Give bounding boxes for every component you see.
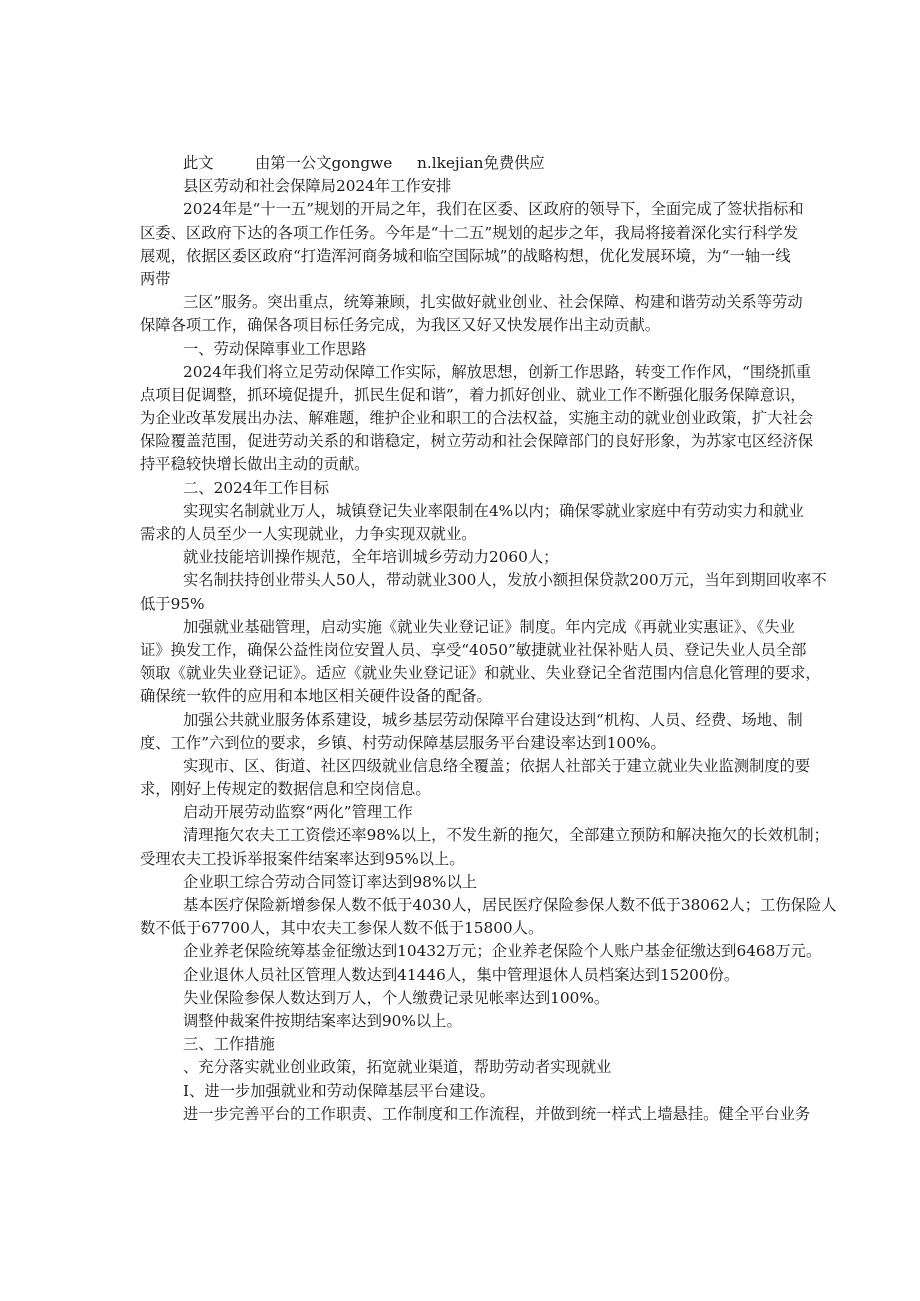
paragraph-line: 失业保险参保人数达到万人，个人缴费记录见帐率达到100%。 xyxy=(183,988,610,1007)
paragraph-line: 2024年是“十一五”规划的开局之年，我们在区委、区政府的领导下，全面完成了签状指标和 xyxy=(183,200,804,219)
paragraph-line: 进一步完善平台的工作职责、工作制度和工作流程，并做到统一样式上墙悬挂。健全平台业务 xyxy=(183,1104,811,1123)
paragraph-line: 持平稳较快增长做出主动的贡献。 xyxy=(140,455,370,474)
paragraph-line: 基本医疗保险新增参保人数不低于4030人，居民医疗保险参保人数不低于38062人；工伤保险人 xyxy=(183,896,837,914)
paragraph-line: 实现市、区、街道、社区四级就业信息络全覆盖；依据人社部关于建立就业失业监测制度的要 xyxy=(183,756,811,775)
source-notice-part1: 此文 xyxy=(183,154,214,172)
paragraph-line: 2024年我们将立足劳动保障工作实际，解放思想，创新工作思路，转变工作作风，“围绕抓重 xyxy=(183,362,812,381)
paragraph-line: 清理拖欠农夫工工资偿还率98%以上，不发生新的拖欠，全部建立预防和解决拖欠的长效机制； xyxy=(183,826,829,845)
paragraph-line: 点项目促调整，抓环境促提升，抓民生促和谐”，着力抓好创业、就业工作不断强化服务保障意识， xyxy=(140,385,806,404)
source-notice-part2: 由第一公文gongwe xyxy=(255,154,393,172)
paragraph-line: 三区”服务。突出重点，统筹兼顾，扎实做好就业创业、社会保障、构建和谐劳动关系等劳动 xyxy=(183,293,803,312)
paragraph-line: 企业养老保险统筹基金征缴达到10432万元；企业养老保险个人账户基金征缴达到6468万元。 xyxy=(183,942,822,961)
paragraph-line: 启动开展劳动监察“两化”管理工作 xyxy=(183,803,413,822)
paragraph-line: 加强就业基础管理，启动实施《就业失业登记证》制度。年内完成《再就业实惠证》、《失业 xyxy=(183,617,795,636)
paragraph-line: 度、工作”六到位的要求，乡镇、村劳动保障基层服务平台建设率达到100%。 xyxy=(140,733,666,752)
paragraph-line: 领取《就业失业登记证》。适应《就业失业登记证》和就业、失业登记全省范围内信息化管理的要求， xyxy=(140,664,821,683)
paragraph-line: 保障各项工作，确保各项目标任务完成，为我区又好又快发展作出主动贡献。 xyxy=(140,316,661,335)
paragraph-line: 实名制扶持创业带头人50人，带动就业300人，发放小额担保贷款200万元，当年到期回收率不 xyxy=(183,571,827,590)
paragraph-line: I、进一步加强就业和劳动保障基层平台建设。 xyxy=(183,1081,495,1100)
paragraph-line: 为企业改革发展出办法、解难题，维护企业和职工的合法权益，实施主动的就业创业政策，扩大社会 xyxy=(140,409,814,428)
paragraph-line: 数不低于67700人，其中农夫工参保人数不低于15800人。 xyxy=(140,919,544,938)
paragraph-line: 调整仲裁案件按期结案率达到90%以上。 xyxy=(183,1011,462,1030)
paragraph-line: 求，刚好上传规定的数据信息和空岗信息。 xyxy=(140,780,431,799)
paragraph-line: 区委、区政府下达的各项工作任务。今年是“十二五”规划的起步之年，我局将接着深化实行科学发 xyxy=(140,223,799,242)
paragraph-line: 加强公共就业服务体系建设，城乡基层劳动保障平台建设达到“机构、人员、经费、场地、制 xyxy=(183,710,803,729)
document-title: 县区劳动和社会保障局2024年工作安排 xyxy=(183,177,452,196)
paragraph-line: 就业技能培训操作规范，全年培训城乡劳动力2060人； xyxy=(183,548,559,567)
section-heading: 二、2024年工作目标 xyxy=(183,478,330,497)
paragraph-line: 低于95% xyxy=(140,594,205,613)
document-body xyxy=(140,152,837,1126)
paragraph-line: 展观，依据区委区政府“打造浑河商务城和临空国际城”的战略构想，优化发展环境，为“一轴一线 xyxy=(140,246,791,265)
paragraph-line: 需求的人员至少一人实现就业，力争实现双就业。 xyxy=(140,525,477,543)
section-heading: 三、工作措施 xyxy=(183,1035,275,1054)
paragraph-line: 、充分落实就业创业政策，拓宽就业渠道，帮助劳动者实现就业 xyxy=(183,1058,612,1077)
source-notice-part3: n.lkejian免费供应 xyxy=(417,154,545,172)
paragraph-line: 受理农夫工投诉举报案件结案率达到95%以上。 xyxy=(140,849,465,868)
paragraph-line: 确保统一软件的应用和本地区相关硬件设备的配备。 xyxy=(140,687,492,706)
paragraph-line: 保险覆盖范围，促进劳动关系的和谐稳定，树立劳动和社会保障部门的良好形象，为苏家屯区经济保 xyxy=(140,432,814,451)
paragraph-line: 企业退休人员社区管理人数达到41446人，集中管理退休人员档案达到15200份。 xyxy=(183,965,740,984)
paragraph-line: 证》换发工作，确保公益性岗位安置人员、享受“4050”敏捷就业社保补贴人员、登记失业人员全部 xyxy=(140,640,807,659)
paragraph-line: 实现实名制就业万人，城镇登记失业率限制在4%以内；确保零就业家庭中有劳动实力和就业 xyxy=(183,501,804,520)
paragraph-line: 两带 xyxy=(140,269,171,288)
paragraph-line: 企业职工综合劳动合同签订率达到98%以上 xyxy=(183,872,478,891)
section-heading: 一、劳动保障事业工作思路 xyxy=(183,339,367,358)
source-notice xyxy=(140,152,788,175)
